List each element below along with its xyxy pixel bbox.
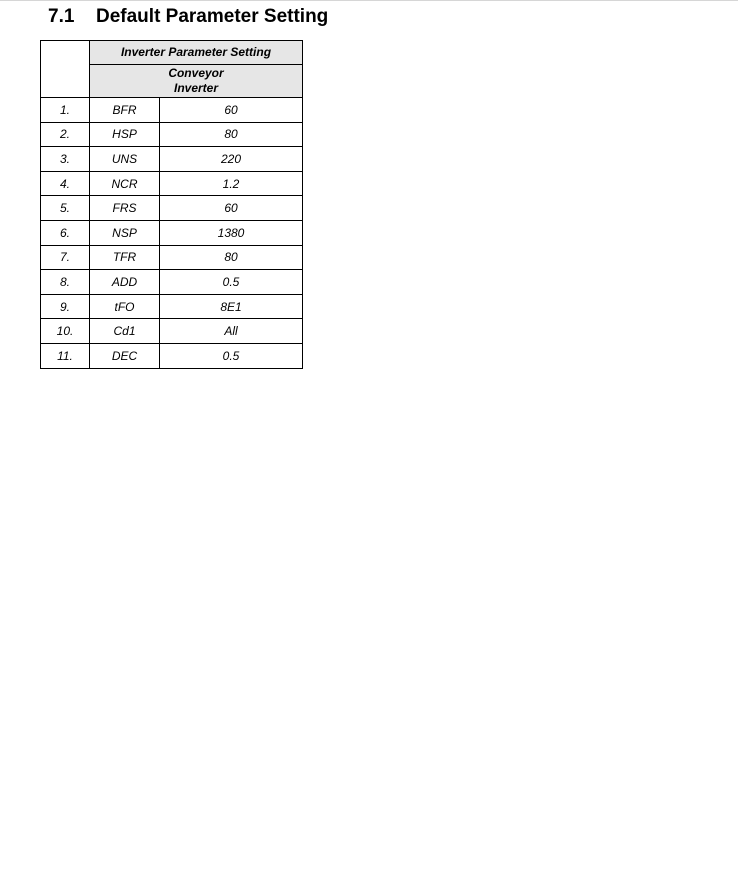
parameter-cell: BFR [90,98,160,123]
table-row [41,196,303,221]
value-cell: 80 [160,122,303,147]
parameter-cell: tFO [90,294,160,319]
parameter-cell: ADD [90,270,160,295]
value-cell: 60 [160,98,303,123]
value-cell: 80 [160,245,303,270]
parameter-cell: HSP [90,122,160,147]
row-number-cell: 6. [41,220,90,245]
blank-corner-cell [41,41,90,98]
table-row [41,147,303,172]
parameter-cell: Cd1 [90,319,160,344]
table-row [41,294,303,319]
value-cell: 220 [160,147,303,172]
table-row [41,220,303,245]
value-cell: 1.2 [160,171,303,196]
row-number-cell: 8. [41,270,90,295]
value-cell: 8E1 [160,294,303,319]
row-number-cell: 3. [41,147,90,172]
value-cell: All [160,319,303,344]
value-cell: 0.5 [160,343,303,368]
parameter-cell: NSP [90,220,160,245]
table-row [41,122,303,147]
table-row [41,270,303,295]
row-number-cell: 9. [41,294,90,319]
parameter-cell: FRS [90,196,160,221]
table-row [41,245,303,270]
table-header-row [41,41,303,65]
parameter-cell: UNS [90,147,160,172]
parameter-table [40,40,303,369]
value-cell: 0.5 [160,270,303,295]
value-cell: 1380 [160,220,303,245]
section-title: Default Parameter Setting [96,6,329,27]
column-header-line-2: Inverter [173,81,219,95]
table-row [41,319,303,344]
column-header-line-1: Conveyor [168,66,224,80]
row-number-cell: 7. [41,245,90,270]
row-number-cell: 4. [41,171,90,196]
table-row [41,343,303,368]
row-number-cell: 5. [41,196,90,221]
parameter-cell: TFR [90,245,160,270]
section-number: 7.1 [48,6,75,27]
group-header-cell: Inverter Parameter Setting [90,41,303,65]
value-cell: 60 [160,196,303,221]
row-number-cell: 2. [41,122,90,147]
table-row [41,171,303,196]
table-row [41,98,303,123]
parameter-cell: NCR [90,171,160,196]
row-number-cell: 10. [41,319,90,344]
parameter-cell: DEC [90,343,160,368]
column-header-cell [90,65,303,98]
row-number-cell: 1. [41,98,90,123]
row-number-cell: 11. [41,343,90,368]
top-divider [0,0,738,1]
section-heading [48,6,328,28]
